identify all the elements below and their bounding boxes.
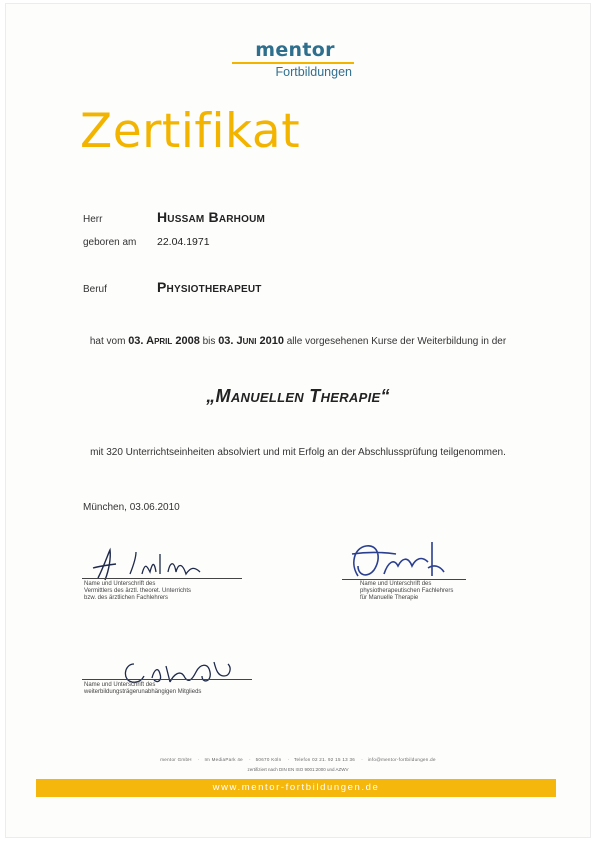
birth-date: 22.04.1971 (157, 236, 210, 248)
profession-value: Physiotherapeut (157, 279, 262, 295)
footer-phone: Telefon 02 21. 92 15 13 36 (293, 757, 356, 762)
caption-right-line1: Name und Unterschrift des (360, 581, 432, 587)
end-date: 03. Juni 2010 (218, 335, 284, 347)
period-prefix: hat vom (89, 336, 126, 347)
person-name: Hussam Barhoum (157, 209, 266, 225)
footer-email: info@mentor-fortbildungen.de (367, 757, 436, 762)
caption-bottom-line1: Name und Unterschrift des (84, 682, 156, 688)
salutation-label: Herr (83, 214, 103, 225)
logo-subtitle: Fortbildungen (275, 65, 352, 79)
caption-left-line3: bzw. des ärztlichen Fachlehrers (84, 595, 169, 601)
signature-line-right (342, 579, 466, 580)
place-date: München, 03.06.2010 (83, 502, 180, 513)
footer-website-bar (36, 779, 556, 797)
footer-company: mentor GmbH (160, 757, 192, 762)
caption-left-line2: Vermittlers des ärztl. theoret. Unterrichts (84, 588, 192, 594)
footer-certification: zertifiziert nach DIN EN ISO 9001:2000 und AZWV (247, 767, 349, 772)
signature-caption-right (360, 581, 453, 602)
caption-bottom-line2: weiterbildungsträgerunabhängigen Mitglieds (84, 689, 202, 695)
footer-city: 50670 Köln (255, 757, 282, 762)
caption-right-line3: für Manuelle Therapie (360, 595, 419, 601)
mentor-logo (230, 41, 360, 79)
certificate-title: Zertifikat (80, 104, 301, 159)
footer-contact: mentor GmbH · Im MediaPark 4e · 50670 Köln · Telefon 02 21. 92 15 13 36 · info@mentor-fortbildungen.de (160, 757, 436, 762)
birth-label: geboren am (83, 237, 137, 248)
period-mid: bis (202, 336, 216, 347)
caption-left-line1: Name und Unterschrift des (84, 581, 156, 587)
signature-line-bottom (82, 679, 252, 680)
caption-right-line2: physiotherapeutischen Fachlehrers (360, 588, 454, 594)
course-title: „Manuellen Therapie“ (206, 386, 390, 406)
logo-brand: mentor (255, 39, 335, 61)
signature-caption-bottom (84, 682, 201, 696)
profession-label: Beruf (83, 284, 107, 295)
signature-line-left (82, 578, 242, 579)
footer-street: Im MediaPark 4e (204, 757, 243, 762)
start-date: 03. April 2008 (128, 335, 200, 347)
certificate-page (6, 4, 590, 837)
period-suffix: alle vorgesehenen Kurse der Weiterbildung in der (286, 336, 507, 347)
signature-left (90, 544, 230, 586)
signature-caption-left (84, 581, 191, 602)
completion-sentence: mit 320 Unterrichtseinheiten absolviert und mit Erfolg an der Abschlussprüfung teilgenommen. (90, 447, 506, 458)
logo-underline (232, 62, 354, 64)
period-sentence (6, 335, 590, 347)
footer-website: www.mentor-fortbildungen.de (212, 782, 380, 793)
